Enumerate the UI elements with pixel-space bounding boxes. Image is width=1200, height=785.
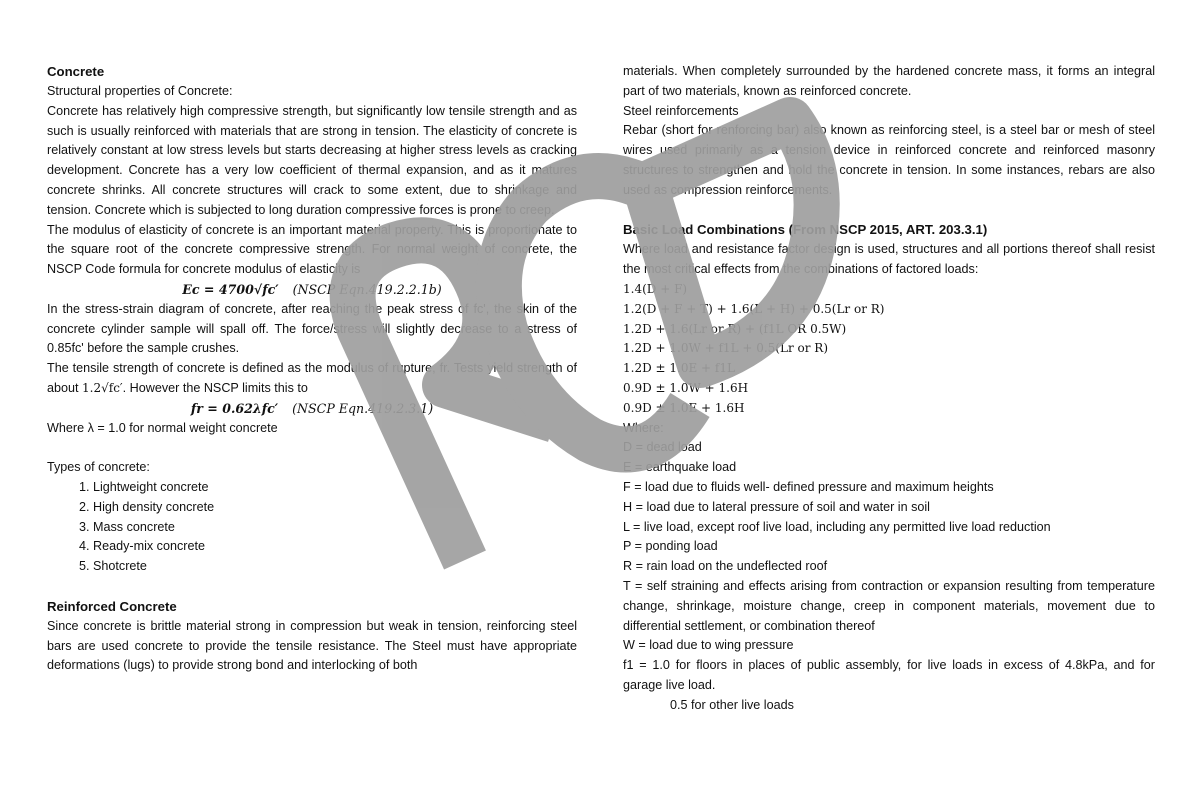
modulus-formula [47, 280, 577, 300]
list-item: 4. Ready-mix concrete [93, 537, 577, 557]
tensile-strength-paragraph [47, 359, 577, 399]
left-column [47, 62, 577, 676]
concrete-types-list [47, 478, 577, 577]
concrete-paragraph: Concrete has relatively high compressive strength, but significantly low tensile strength and as such is usually reinforced with materials that are strong in tension. The elasticity of concrete is relatively constant at low stress levels but starts decreasing at higher stress levels as cracking development. Concrete has a very low coefficient of thermal expansion, and as it matures concrete shrinks. All concrete structures will crack to some extent, due to shrinkage and tension. Concrete which is subjected to long duration compressive forces is prone to creep. [47, 103, 577, 217]
rupture-formula [47, 399, 577, 419]
rupture-formula-reference: (NSCP Eqn.419.2.3.1) [292, 400, 434, 416]
reinforced-continued-paragraph: materials. When completely surrounded by the hardened concrete mass, it forms an integral part of two materials, known as reinforced concrete. [623, 64, 1155, 98]
list-item: 1. Lightweight concrete [93, 478, 577, 498]
right-column [623, 62, 1155, 716]
concrete-heading: Concrete [47, 64, 105, 79]
reinforced-paragraph: Since concrete is brittle material strong in compression but weak in tension, reinforcing steel bars are used concrete to provide the tensile resistance. The Steel must have appropriate deformations (lugs) to provide strong bond and interlocking of both [47, 618, 577, 673]
definition-item: P = ponding load [623, 539, 718, 554]
modulus-formula-reference: (NSCP Eqn.419.2.2.1b) [292, 281, 442, 297]
definition-item-t: T = self straining and effects arising from contraction or expansion resulting from temperature change, shrinkage, moisture change, creep in component materials, movement due to differential settlement, or combination thereof [623, 578, 1155, 633]
definition-item-f1: f1 = 1.0 for floors in places of public assembly, for live loads in excess of 4.8kPa, and for garage live load. [623, 658, 1155, 692]
definition-item: D = dead load [623, 440, 702, 455]
tensile-math: 1.2√fc′ [82, 380, 123, 395]
load-combinations-intro: Where load and resistance factor design is used, structures and all portions thereof shall resist the most critical effects from the combinations of factored loads: [623, 242, 1155, 277]
list-item: 5. Shotcrete [93, 557, 577, 577]
stress-strain-paragraph: In the stress-strain diagram of concrete, after reaching the peak stress of fc', the skin of the concrete cylinder sample will spall off. The force/stress will slightly decrease to a stress of 0.85fc' before the sample crushes. [47, 301, 577, 356]
definition-item: H = load due to lateral pressure of soil and water in soil [623, 499, 930, 514]
structural-properties-label: Structural properties of Concrete: [47, 84, 233, 98]
where-label: Where: [623, 420, 664, 435]
load-combination: 1.2(D + F + T) + 1.6(L + H) + 0.5(Lr or R) [623, 301, 885, 316]
load-combination: 0.9D ± 1.0E + 1.6H [623, 400, 745, 415]
load-combination: 1.2D + 1.0W + f1L + 0.5(Lr or R) [623, 341, 828, 356]
load-combinations-heading: Basic Load Combinations (From NSCP 2015, ART. 203.3.1) [623, 222, 988, 238]
load-combination: 1.4(D + F) [623, 281, 688, 296]
definition-item: L = live load, except roof live load, including any permitted live load reduction [623, 519, 1051, 534]
list-item: 3. Mass concrete [93, 518, 577, 538]
definition-item: F = load due to fluids well- defined pressure and maximum heights [623, 479, 994, 494]
steel-reinforcements-heading: Steel reinforcements [623, 103, 739, 118]
list-item: 2. High density concrete [93, 498, 577, 518]
reinforced-concrete-heading: Reinforced Concrete [47, 598, 177, 614]
types-heading: Types of concrete: [47, 460, 150, 475]
tensile-text-a: The tensile strength of concrete is defined as the modulus of rupture, fr. Tests yield strength of about [47, 361, 577, 395]
definition-item-w: W = load due to wing pressure [623, 638, 794, 653]
lambda-note: Where λ = 1.0 for normal weight concrete [47, 420, 278, 435]
modulus-formula-expression: Ec = 4700√fc′ [182, 281, 279, 297]
definition-item: R = rain load on the undeflected roof [623, 559, 828, 574]
load-combination: 1.2D ± 1.0E + f1L [623, 361, 735, 376]
load-combination: 0.9D ± 1.0W + 1.6H [623, 380, 749, 395]
rebar-paragraph: Rebar (short for renforcing bar) also known as reinforcing steel, is a steel bar or mesh of steel wires used primarily as a tension device in reinforced concrete and reinforced masonry structures to strengthen and hold the concrete in tension. In some instances, rebars are also used as compression reinforcements. [623, 123, 1155, 197]
tensile-text-b: . However the NSCP limits this to [122, 380, 308, 395]
rupture-formula-expression: fr = 0.62λfc′ [190, 400, 279, 416]
definition-item: E = earthquake load [623, 460, 737, 475]
load-combinations-list [623, 280, 1155, 419]
definition-item-f1-other: 0.5 for other live loads [670, 697, 794, 712]
modulus-paragraph: The modulus of elasticity of concrete is an important material property. This is proportionate to the square root of the concrete compressive strength. For normal weight of concrete, the NSCP Code formula for concrete modulus of elasticity is [47, 222, 577, 277]
load-combination: 1.2D + 1.6(Lr or R) + (f1L OR 0.5W) [623, 321, 847, 336]
